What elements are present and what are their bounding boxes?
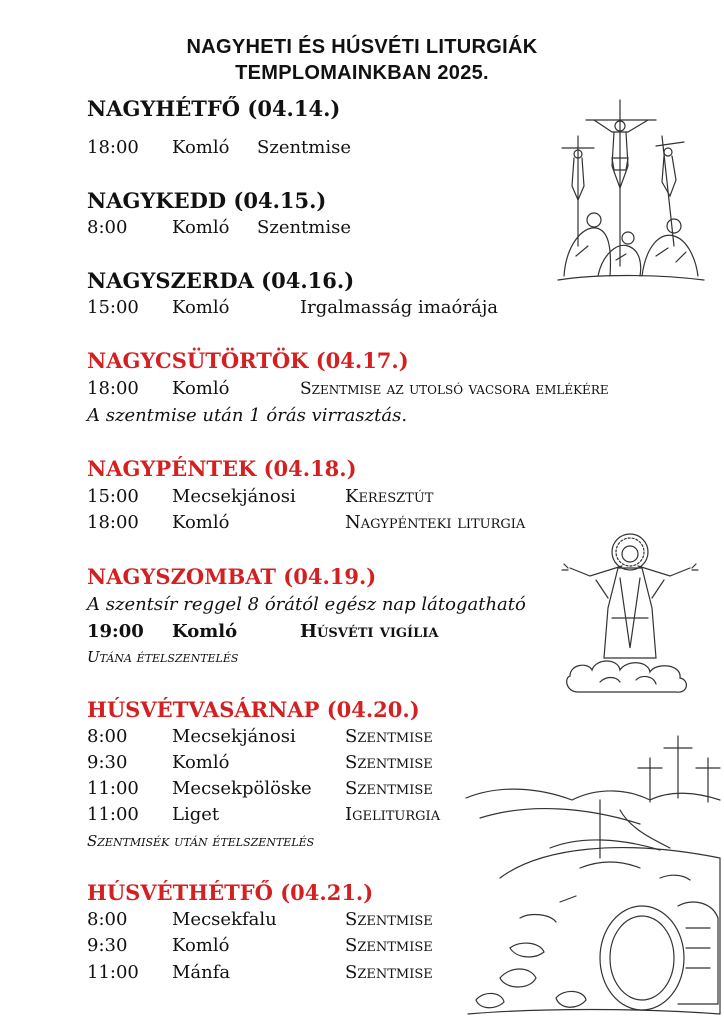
row-event: Keresztút (345, 486, 434, 507)
row-event: Szentmise (345, 962, 433, 983)
day-note-before: A szentsír reggel 8 órától egész nap látogatható (87, 594, 526, 615)
day-heading-easter-monday: HÚSVÉTHÉTFŐ (04.21.) (87, 880, 374, 905)
title-line-1: NAGYHETI ÉS HÚSVÉTI LITURGIÁK (186, 36, 538, 58)
row-time: 8:00 (87, 217, 128, 238)
row-place: Komló (172, 137, 230, 158)
row-place: Mecsekfalu (172, 909, 277, 930)
row-place: Komló (172, 297, 230, 318)
row-time: 9:30 (87, 935, 128, 956)
row-time: 11:00 (87, 804, 139, 825)
row-place: Mecsekpölöske (172, 778, 312, 799)
row-event: Szentmise (257, 217, 352, 238)
row-event: Húsvéti vigília (300, 621, 439, 642)
row-time: 8:00 (87, 909, 128, 930)
row-place: Liget (172, 804, 220, 825)
row-time: 15:00 (87, 297, 139, 318)
day-heading-monday: NAGYHÉTFŐ (04.14.) (87, 96, 341, 121)
empty-tomb-illustration (460, 728, 722, 1018)
day-heading-wednesday: NAGYSZERDA (04.16.) (87, 268, 355, 293)
row-place: Komló (172, 217, 230, 238)
row-time: 11:00 (87, 962, 139, 983)
row-time: 11:00 (87, 778, 139, 799)
row-event: Szentmise (345, 726, 433, 747)
row-event: Szentmise (345, 752, 433, 773)
row-event: Szentmise (345, 909, 433, 930)
risen-christ-illustration (560, 528, 700, 698)
row-event: Szentmise (345, 935, 433, 956)
day-heading-saturday: NAGYSZOMBAT (04.19.) (87, 564, 377, 589)
row-time: 18:00 (87, 378, 139, 399)
day-heading-thursday: NAGYCSÜTÖRTÖK (04.17.) (87, 348, 409, 373)
row-event: Nagypénteki liturgia (345, 512, 526, 533)
row-event: Igeliturgia (345, 804, 441, 825)
title-line-2: TEMPLOMAINKBAN 2025. (235, 62, 489, 84)
day-heading-friday: NAGYPÉNTEK (04.18.) (87, 456, 357, 481)
row-place: Komló (172, 752, 230, 773)
row-time: 8:00 (87, 726, 128, 747)
crucifixion-illustration (556, 96, 706, 286)
day-note: A szentmise után 1 órás virrasztás. (87, 405, 408, 426)
row-place: Komló (172, 512, 230, 533)
day-heading-tuesday: NAGYKEDD (04.15.) (87, 188, 327, 213)
row-time: 15:00 (87, 486, 139, 507)
row-time: 19:00 (87, 621, 144, 642)
row-event: Szentmise (257, 137, 352, 158)
row-event: Irgalmasság imaórája (300, 297, 499, 318)
row-place: Mecsekjánosi (172, 726, 296, 747)
day-note: Szentmisék után ételszentelés (87, 832, 315, 850)
day-heading-easter-sunday: HÚSVÉTVASÁRNAP (04.20.) (87, 697, 420, 722)
row-event: Szentmise (345, 778, 433, 799)
day-note: Utána ételszentelés (87, 648, 239, 666)
row-event: Szentmise az utolsó vacsora emlékére (300, 379, 609, 399)
row-place: Komló (172, 935, 230, 956)
row-place: Komló (172, 378, 230, 399)
row-place: Mánfa (172, 962, 231, 983)
row-place: Mecsekjánosi (172, 486, 296, 507)
row-time: 18:00 (87, 137, 139, 158)
row-time: 18:00 (87, 512, 139, 533)
row-place: Komló (172, 621, 238, 642)
row-time: 9:30 (87, 752, 128, 773)
